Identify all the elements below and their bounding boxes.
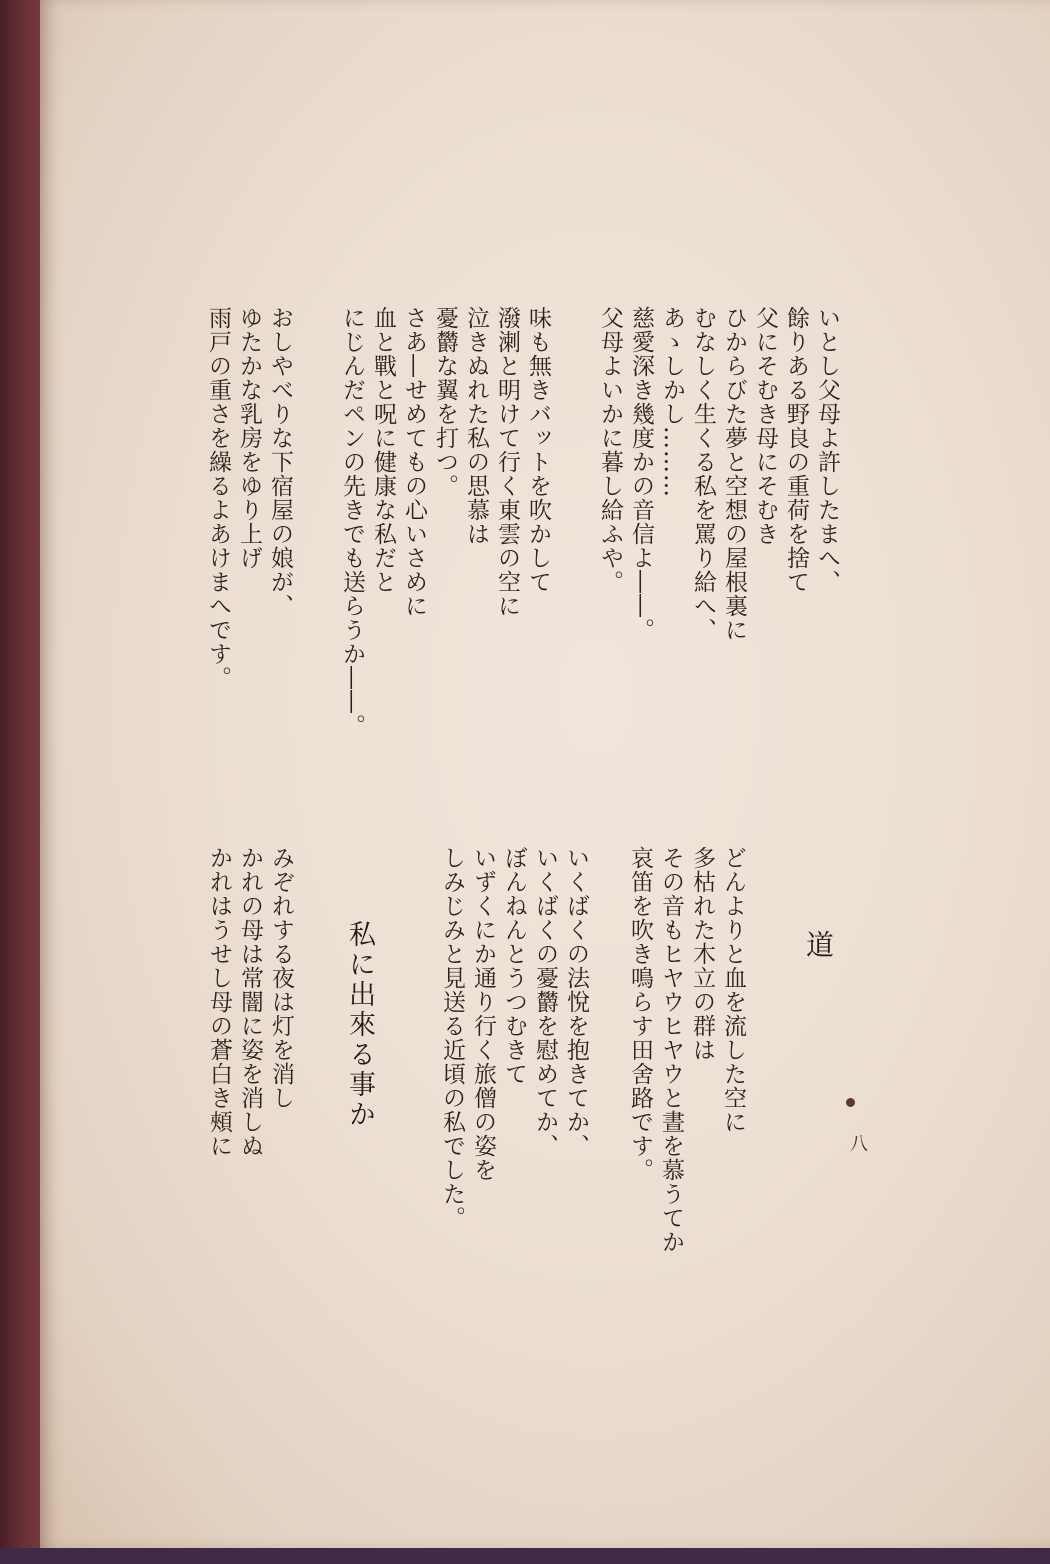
poem-line: その音もヒヤウヒヤウと晝を慕うてか [658, 846, 684, 1254]
poem-line: 多枯れた木立の群は [689, 846, 715, 1062]
book-spine [0, 0, 44, 1564]
page-bottom-edge [0, 1548, 1050, 1564]
poem-line: あゝしかし……… [659, 306, 685, 498]
poem-line: 味も無きバットを吹かして [525, 306, 551, 594]
poem-line: 父にそむき母にそむき [752, 306, 778, 546]
poem-line: むなしく生くる私を罵り給へ、 [690, 306, 716, 642]
poem-title-road: 道 [802, 930, 835, 964]
poem-line: 潑溂と明けて行く東雲の空に [494, 306, 520, 618]
poem-line: 血と戰と呪に健康な私だと [370, 306, 396, 594]
can-do-stanza-1 [203, 846, 296, 1158]
poem-line: みぞれする夜は灯を消し [268, 846, 294, 1110]
poem-line: いとし父母よ許したまへ、 [814, 306, 840, 594]
page-number: 八 [850, 1134, 868, 1155]
poem-line: 泣きぬれた私の思慕は [463, 306, 489, 546]
road-stanza-1 [624, 846, 748, 1254]
poem-line: さあ―せめてもの心いさめに [401, 306, 427, 618]
poem-title-can-do: 私に出來る事か [344, 920, 375, 1130]
top-stanza-1 [594, 306, 842, 642]
top-stanza-3 [202, 306, 295, 690]
poem-line: 哀笛を吹き鳴らす田舍路です。 [627, 846, 653, 1182]
poem-line: 父母よいかに暮し給ふや。 [597, 306, 623, 594]
poem-line: ゆたかな乳房をゆり上げ [236, 306, 262, 570]
poem-line: にじんだペンの先きでも送らうか――。 [339, 306, 365, 738]
poem-line: いくばくの憂欝を慰めてか、 [532, 846, 558, 1158]
ink-spot [846, 1098, 855, 1107]
poem-line: ぼんねんとうつむきて [501, 846, 527, 1086]
top-stanza-2 [336, 306, 553, 738]
road-stanza-2 [436, 846, 591, 1230]
poem-line: いくばくの法悅を抱きてか、 [563, 846, 589, 1158]
book-page [40, 0, 1050, 1548]
poem-line: どんよりと血を流した空に [720, 846, 746, 1134]
poem-line: いずくにか通り行く旅僧の姿を [470, 846, 496, 1182]
poem-line: しみじみと見送る近頃の私でした。 [439, 846, 465, 1230]
poem-line: かれはうせし母の蒼白き頰に [206, 846, 232, 1158]
poem-line: ひからびた夢と空想の屋根裏に [721, 306, 747, 642]
poem-line: 慈愛深き幾度かの音信よ――。 [628, 306, 654, 642]
poem-line: かれの母は常闇に姿を消しぬ [237, 846, 263, 1158]
poem-line: 餘りある野良の重荷を捨て [783, 306, 809, 594]
poem-line: おしやべりな下宿屋の娘が、 [267, 306, 293, 618]
poem-line: 憂欝な翼を打つ。 [432, 306, 458, 498]
poem-line: 雨戸の重さを繰るよあけまへです。 [205, 306, 231, 690]
